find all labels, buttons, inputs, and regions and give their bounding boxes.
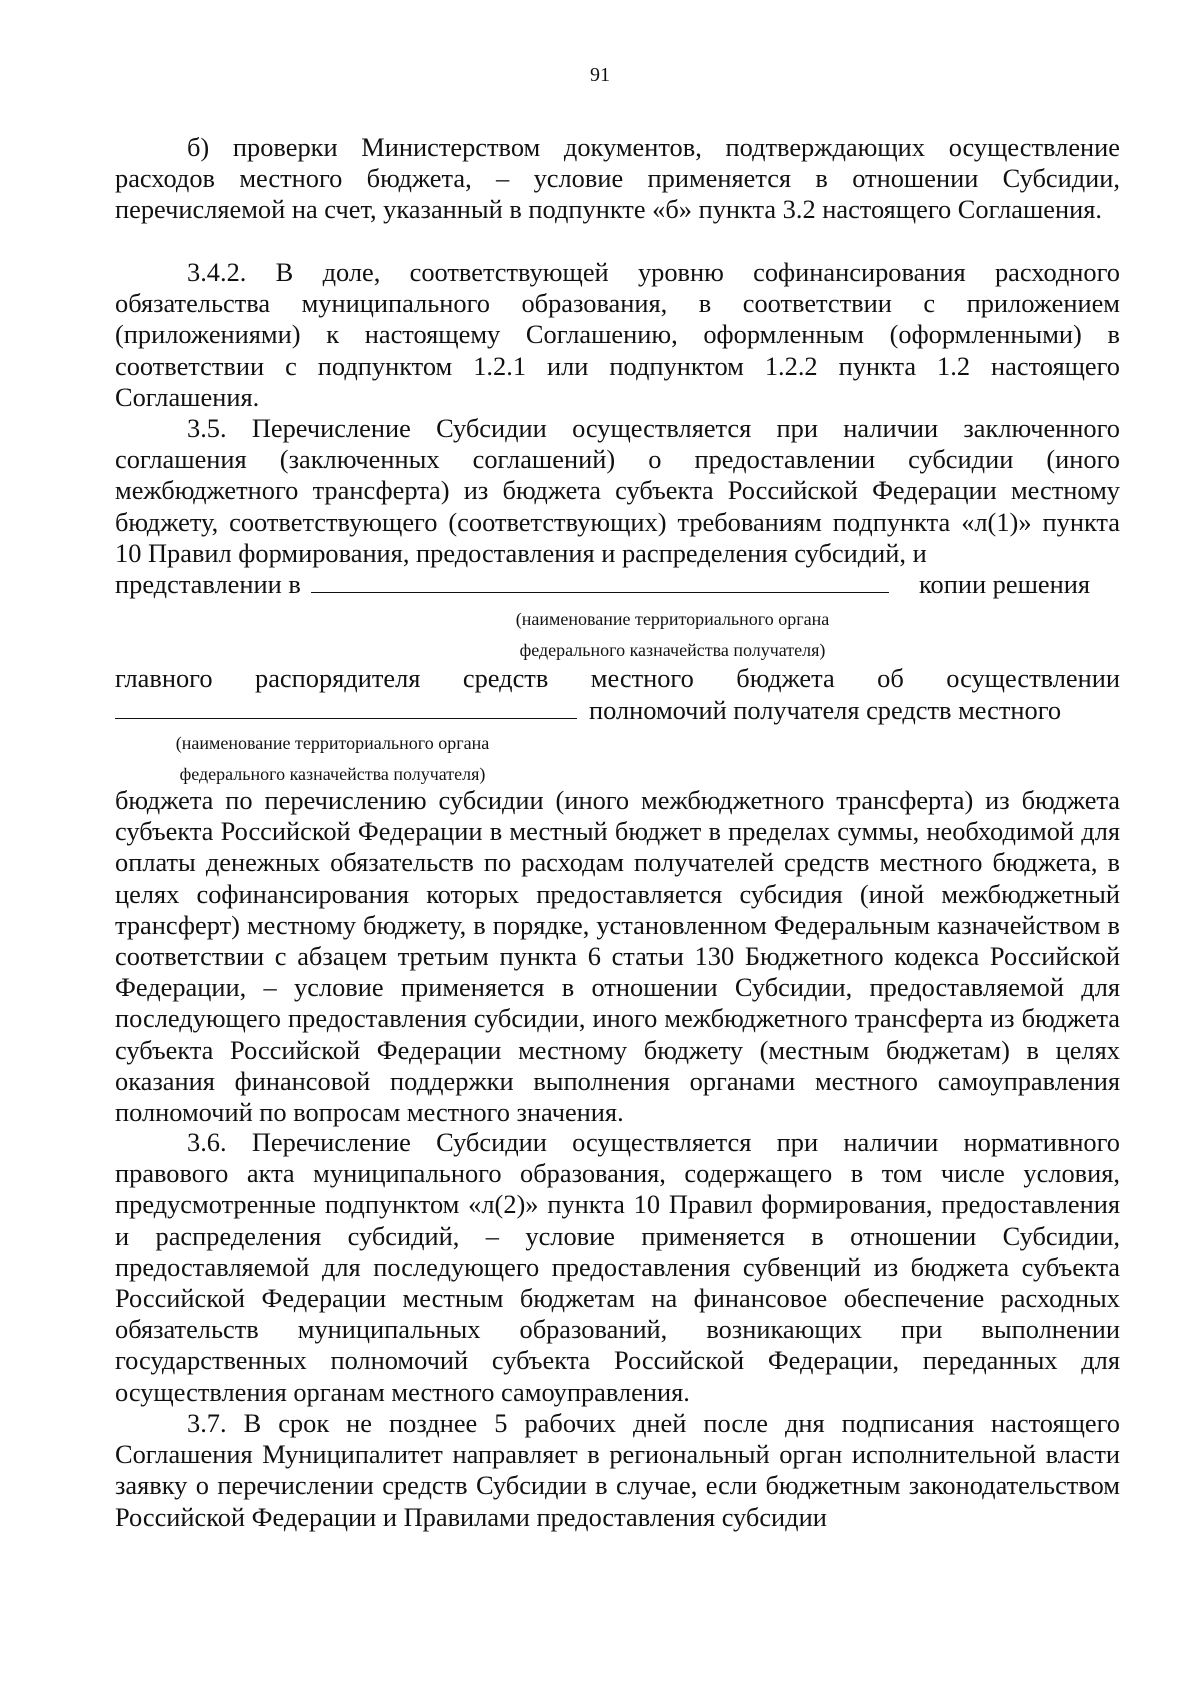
field-caption-2 xyxy=(155,728,510,790)
spread-word: осуществлении xyxy=(946,663,1120,693)
field-caption-1 xyxy=(495,604,850,666)
field-caption-line: (наименование территориального органа xyxy=(515,609,830,629)
spread-word: об xyxy=(877,663,904,693)
spread-word: бюджета xyxy=(736,663,835,693)
field-caption-line: федерального казначейства получателя) xyxy=(519,640,826,660)
field-caption-line: федерального казначейства получателя) xyxy=(179,764,486,784)
field-caption-line: (наименование территориального органа xyxy=(175,733,490,753)
paragraph-3-5-continuation: бюджета по перечислению субсидии (иного межбюджетного трансферта) из бюджета субъекта Российской Федерации в местный бюджет в пределах суммы, необходимой для оплаты денежных обязательств по расходам получателей средств местного бюджета, в целях софинансирования которых предоставляется субсидия (иной межбюджетный трансферт) местному бюджету, в порядке, установленном Федеральным казначейством в соответствии с абзацем третьим пункта 6 статьи 130 Бюджетного кодекса Российской Федерации, – условие применяется в отношении Субсидии, предоставляемой для последующего предоставления субсидии, иного межбюджетного трансферта из бюджета субъекта Российской Федерации местному бюджету (местным бюджетам) в целях оказания финансовой поддержки выполнения органами местного самоуправления полномочий по вопросам местного значения. xyxy=(115,785,1120,1128)
blank-field-line xyxy=(311,592,889,593)
form-line-tail: копии решения xyxy=(919,569,1090,599)
form-line-territorial-organ xyxy=(115,569,1120,601)
spread-word: главного xyxy=(115,663,213,693)
paragraph-3-7: 3.7. В срок не позднее 5 рабочих дней после дня подписания настоящего Соглашения Муниципалитет направляет в региональный орган исполнительной власти заявку о перечислении средств Субсидии в случае, если бюджетным законодательством Российской Федерации и Правилами предоставления субсидии xyxy=(115,1408,1120,1532)
spread-word: распорядителя xyxy=(255,663,421,693)
paragraph-b: б) проверки Министерством документов, подтверждающих осуществление расходов местного бюджета, – условие применяется в отношении Субсидии, перечисляемой на счет, указанный в подпункте «б» пункта 3.2 настоящего Соглашения. xyxy=(115,132,1120,225)
paragraph-3-5-start: 3.5. Перечисление Субсидии осуществляется при наличии заключенного соглашения (заключенных соглашений) о предоставлении субсидии (иного межбюджетного трансферта) из бюджета субъекта Российской Федерации местному бюджету, соответствующего (соответствующих) требованиям подпункта «л(1)» пункта 10 Правил формирования, предоставления и распределения субсидий, и xyxy=(115,413,1120,568)
blank-field-line xyxy=(115,718,577,719)
page-number: 91 xyxy=(590,64,610,86)
form-line-spread xyxy=(115,663,1120,695)
spread-word: средств xyxy=(462,663,549,693)
form-line-lead: представлении в xyxy=(115,569,301,599)
spread-word: местного xyxy=(590,663,694,693)
form-line-tail: полномочий получателя средств местного xyxy=(589,695,1062,725)
paragraph-3-4-2: 3.4.2. В доле, соответствующей уровню софинансирования расходного обязательства муниципального образования, в соответствии с приложением (приложениями) к настоящему Соглашению, оформленным (оформленными) в соответствии с подпунктом 1.2.1 или подпунктом 1.2.2 пункта 1.2 настоящего Соглашения. xyxy=(115,257,1120,412)
form-line-territorial-organ-2 xyxy=(115,695,1120,727)
paragraph-3-6: 3.6. Перечисление Субсидии осуществляется при наличии нормативного правового акта муниципального образования, содержащего в том числе условия, предусмотренные подпунктом «л(2)» пункта 10 Правил формирования, предоставления и распределения субсидий, – условие применяется в отношении Субсидии, предоставляемой для последующего предоставления субвенций из бюджета субъекта Российской Федерации местным бюджетам на финансовое обеспечение расходных обязательств муниципальных образований, возникающих при выполнении государственных полномочий субъекта Российской Федерации, переданных для осуществления органам местного самоуправления. xyxy=(115,1127,1120,1407)
